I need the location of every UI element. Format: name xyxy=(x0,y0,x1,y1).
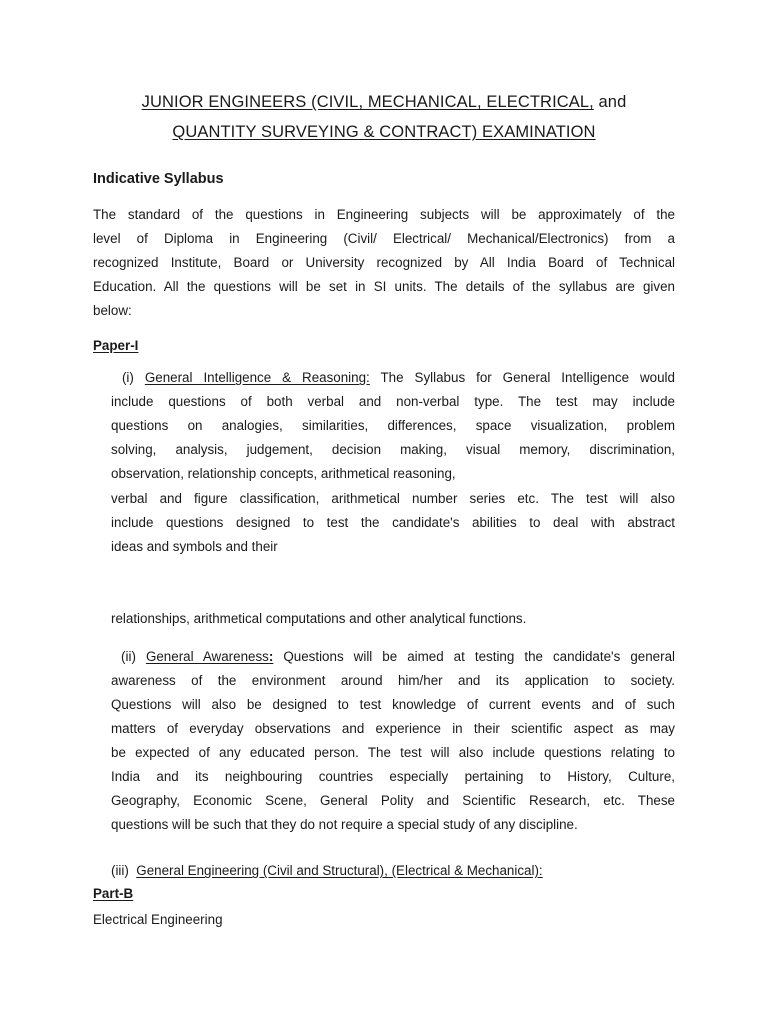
document-title-line-2 xyxy=(0,122,768,142)
section-2-line: be expected of any educated person. The test will also include questions relating to xyxy=(111,745,675,760)
intro-paragraph xyxy=(93,203,675,323)
section-1b-line: include questions designed to test the candidate's abilities to deal with abstract xyxy=(111,515,675,530)
section-2-line: questions will be such that they do not require a special study of any discipline. xyxy=(111,817,578,832)
section-2-line: Questions will also be designed to test knowledge of current events and of such xyxy=(111,697,675,712)
section-2-line: matters of everyday observations and experience in their scientific aspect as may xyxy=(111,721,675,736)
section-general-awareness xyxy=(111,645,675,837)
intro-line: recognized Institute, Board or University recognized by All India Board of Technical xyxy=(93,255,675,270)
section-general-intelligence xyxy=(111,366,675,486)
document-title-line-1 xyxy=(0,92,768,112)
electrical-engineering-heading: Electrical Engineering xyxy=(93,912,223,927)
section-2-first-line-rest: Questions will be aimed at testing the candidate's general xyxy=(283,649,675,664)
section-1-line: observation, relationship concepts, arithmetical reasoning, xyxy=(111,466,456,481)
title-and: and xyxy=(598,93,627,111)
indicative-syllabus-heading: Indicative Syllabus xyxy=(93,171,224,187)
section-2-title xyxy=(146,649,273,664)
section-1-continuation: relationships, arithmetical computations and other analytical functions. xyxy=(111,611,527,626)
intro-line: Education. All the questions will be set in SI units. The details of the syllabus are given xyxy=(93,279,675,294)
section-2-line: awareness of the environment around him/her and its application to society. xyxy=(111,673,675,688)
intro-line: The standard of the questions in Engineering subjects will be approximately of the xyxy=(93,207,675,222)
section-1-line: solving, analysis, judgement, decision making, visual memory, discrimination, xyxy=(111,442,675,457)
section-general-engineering xyxy=(111,859,543,883)
section-2-line: Geography, Economic Scene, General Polity and Scientific Research, etc. These xyxy=(111,793,675,808)
section-2-colon: : xyxy=(268,649,274,664)
intro-line: below: xyxy=(93,303,132,318)
section-1-first-line xyxy=(111,366,675,390)
section-2-first-line xyxy=(111,645,675,669)
section-1b-line: verbal and figure classification, arithmetical number series etc. The test will also xyxy=(111,491,675,506)
title-main: JUNIOR ENGINEERS (CIVIL, MECHANICAL, ELECTRICAL, xyxy=(141,93,594,111)
section-1-number: (i) xyxy=(121,370,134,385)
section-1-title: General Intelligence & Reasoning: xyxy=(144,370,370,385)
section-1-line: questions on analogies, similarities, differences, space visualization, problem xyxy=(111,418,675,433)
section-1-first-line-rest: The Syllabus for General Intelligence would xyxy=(380,370,675,385)
section-2-line: India and its neighbouring countries especially pertaining to History, Culture, xyxy=(111,769,675,784)
section-3-title: General Engineering (Civil and Structural), (Electrical & Mechanical): xyxy=(136,863,543,878)
section-1-line: include questions of both verbal and non-verbal type. The test may include xyxy=(111,394,675,409)
part-b-heading: Part-B xyxy=(93,886,134,901)
intro-line: level of Diploma in Engineering (Civil/ Electrical/ Mechanical/Electronics) from a xyxy=(93,231,675,246)
section-2-title-text: General Awareness xyxy=(145,649,269,664)
section-1b-line: ideas and symbols and their xyxy=(111,539,278,554)
section-general-intelligence-cont xyxy=(111,487,675,559)
section-3-number: (iii) xyxy=(111,863,129,878)
section-2-number: (ii) xyxy=(121,649,136,664)
paper-1-heading: Paper-I xyxy=(93,338,139,353)
title-line-2-text: QUANTITY SURVEYING & CONTRACT) EXAMINATION xyxy=(172,123,596,141)
